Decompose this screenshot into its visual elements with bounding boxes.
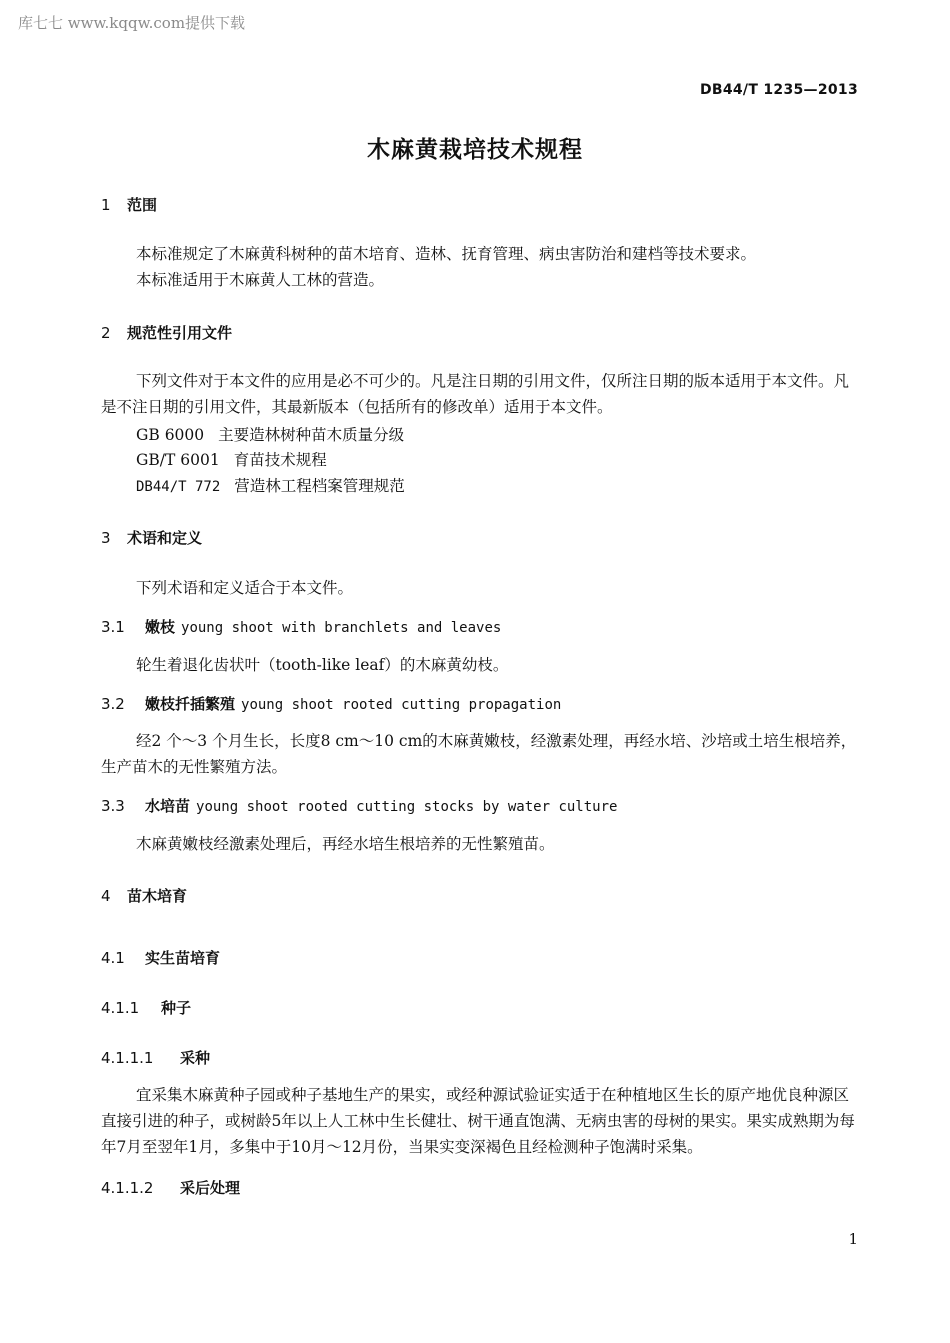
section-number: 3 [101, 529, 111, 547]
section-title: 苗木培育 [127, 887, 188, 905]
section-title: 术语和定义 [127, 529, 203, 547]
section-number: 2 [101, 324, 111, 342]
page-number: 1 [848, 1230, 858, 1248]
standard-code: DB44/T 1235—2013 [699, 82, 858, 98]
section-2-heading [101, 322, 232, 343]
section-4-heading [101, 885, 187, 906]
section-title: 采种 [180, 1049, 211, 1067]
paragraph: 下列术语和定义适合于本文件。 [136, 579, 354, 597]
term-number: 3.1 [101, 618, 125, 636]
term-3-2-heading [101, 693, 561, 714]
section-4-1-1-heading [101, 997, 191, 1018]
reference-title: 主要造林树种苗木质量分级 [218, 426, 405, 444]
paragraph: 本标准适用于木麻黄人工林的营造。 [136, 271, 385, 289]
reference-title: 育苗技术规程 [233, 451, 327, 469]
reference-code: GB/T 6001 [136, 451, 220, 469]
term-number: 3.3 [101, 797, 125, 815]
section-title: 种子 [161, 999, 192, 1017]
section-number: 4.1.1.1 [101, 1049, 154, 1067]
section-3-heading [101, 527, 202, 548]
section-1-heading [101, 194, 157, 215]
section-number: 1 [101, 196, 111, 214]
reference-title: 营造林工程档案管理规范 [234, 477, 405, 495]
term-chinese: 水培苗 [145, 797, 191, 815]
term-3-1-heading [101, 616, 501, 637]
reference-item [136, 448, 327, 470]
reference-item [136, 474, 405, 496]
paragraph: 下列文件对于本文件的应用是必不可少的。凡是注日期的引用文件，仅所注日期的版本适用于本文件。凡是不注日期的引用文件，其最新版本（包括所有的修改单）适用于本文件。 [101, 372, 850, 416]
term-number: 3.2 [101, 695, 125, 713]
reference-item [136, 423, 404, 445]
term-english: young shoot rooted cutting propagation [241, 697, 562, 713]
section-title: 实生苗培育 [145, 949, 221, 967]
term-chinese: 嫩枝 [145, 618, 176, 636]
document-title: 木麻黄栽培技术规程 [367, 137, 583, 163]
term-3-3-heading [101, 795, 617, 816]
paragraph: 宜采集木麻黄种子园或种子基地生产的果实，或经种源试验证实适于在种植地区生长的原产地优良种源区直接引进的种子，或树龄5年以上人工林中生长健壮、树干通直饱满、无病虫害的母树的果实。果实成熟期为每年7月至翌年1月，多集中于10月～12月份，当果实变深褐色且经检测种子饱满时采集。 [101, 1086, 855, 1156]
term-english: young shoot rooted cutting stocks by water culture [196, 799, 618, 815]
section-title: 范围 [127, 196, 158, 214]
section-number: 4.1.1 [101, 999, 140, 1017]
term-definition: 经2 个～3 个月生长，长度8 cm～10 cm的木麻黄嫩枝，经激素处理，再经水培、沙培或土培生根培养，生产苗木的无性繁殖方法。 [101, 732, 857, 776]
section-title: 规范性引用文件 [127, 324, 233, 342]
section-title: 采后处理 [180, 1179, 241, 1197]
section-4-1-heading [101, 947, 220, 968]
reference-code: DB44/T 772 [136, 479, 221, 495]
term-chinese: 嫩枝扦插繁殖 [145, 695, 236, 713]
paragraph: 本标准规定了木麻黄科树种的苗木培育、造林、抚育管理、病虫害防治和建档等技术要求。 [136, 245, 757, 263]
section-number: 4.1 [101, 949, 125, 967]
term-definition: 木麻黄嫩枝经激素处理后，再经水培生根培养的无性繁殖苗。 [136, 835, 555, 853]
section-4-1-1-1-heading [101, 1047, 210, 1068]
watermark-text: 库七七 www.kqqw.com提供下载 [18, 14, 246, 32]
section-number: 4.1.1.2 [101, 1179, 154, 1197]
section-number: 4 [101, 887, 111, 905]
section-4-1-1-2-heading [101, 1177, 240, 1198]
reference-code: GB 6000 [136, 426, 205, 444]
term-english: young shoot with branchlets and leaves [181, 620, 502, 636]
term-definition: 轮生着退化齿状叶（tooth-like leaf）的木麻黄幼枝。 [136, 656, 509, 674]
